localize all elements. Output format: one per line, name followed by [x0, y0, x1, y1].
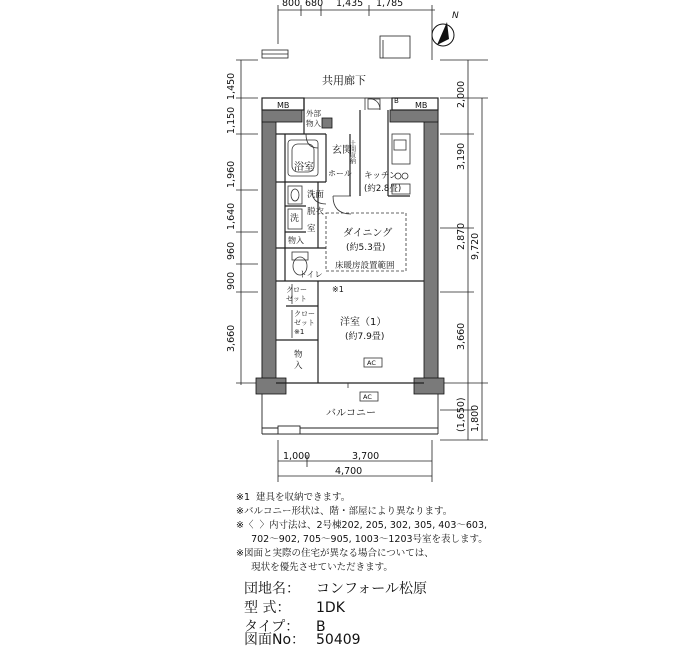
note-3: ※〈 〉内寸法は、2号棟202, 205, 302, 305, 403〜603, — [236, 520, 488, 531]
dim-left-5: 960 — [226, 241, 237, 260]
dim-left-6: 900 — [226, 271, 237, 290]
label-balcony: バルコニー — [326, 408, 376, 419]
label-outer-storage-1: 外部 — [306, 109, 321, 118]
dim-right-6: (1,650) — [456, 397, 467, 432]
label-b: B — [394, 97, 399, 105]
label-wash-1: 洗面 — [307, 190, 325, 200]
dim-top-4: 1,785 — [376, 0, 404, 9]
dim-right-2: 3,190 — [456, 142, 467, 170]
label-corridor: 共用廊下 — [322, 74, 366, 87]
dim-bottom-1: 1,000 — [283, 451, 311, 462]
dim-left-3: 1,960 — [226, 160, 237, 188]
label-wash-3: 室 — [307, 224, 316, 234]
dim-top-1: 800 — [282, 0, 301, 9]
dim-right-3: 2,870 — [456, 222, 467, 250]
label-entrance: 玄関 — [332, 145, 352, 156]
info-drawing-label: 図面No： — [244, 632, 306, 648]
label-ac-1: AC — [367, 359, 376, 367]
north-label: N — [452, 11, 459, 21]
note-1: ※1 建具を収納できます。 — [236, 492, 351, 503]
label-storage-1: 物 — [294, 350, 303, 360]
label-outer-storage-2: 物入 — [306, 119, 321, 128]
label-closet-1b: ゼット — [286, 295, 307, 303]
label-floor-heating: 床暖房設置範囲 — [335, 261, 395, 271]
info-type-row — [244, 598, 345, 618]
info-drawing-value: 50409 — [316, 632, 361, 648]
dim-left-7: 3,660 — [226, 324, 237, 352]
label-washer: 洗 — [290, 214, 300, 224]
label-closet-2a: クロー — [294, 310, 315, 318]
label-note-mark-1: ※1 — [332, 285, 344, 294]
note-5: ※図面と実際の住宅が異なる場合については、 — [236, 548, 434, 559]
note-2: ※バルコニー形状は、階・部屋により異なります。 — [236, 506, 453, 517]
dim-top-3: 1,435 — [336, 0, 364, 9]
label-shoe-storage: 土間収納 — [348, 140, 356, 164]
label-hall: ホール — [328, 169, 352, 178]
dim-right-1: 2,000 — [456, 80, 467, 108]
label-mb-left: MB — [277, 101, 290, 110]
dim-left-1: 1,450 — [226, 72, 237, 100]
label-bath: 浴室 — [294, 162, 314, 173]
info-typeb-value: B — [316, 619, 326, 635]
dim-right-4: 9,720 — [470, 232, 481, 260]
label-dining: ダイニング — [343, 228, 393, 239]
note-4: 702〜902, 705〜905, 1003〜1203号室を表します。 — [236, 534, 488, 545]
info-name-label: 団地名： — [244, 581, 300, 597]
note-6: 現状を優先させていただきます。 — [236, 562, 393, 573]
info-type-value: 1DK — [316, 600, 345, 616]
info-typeb-label: タイプ： — [244, 619, 300, 635]
label-kitchen: キッチン — [364, 171, 398, 181]
info-drawing-row — [244, 630, 361, 650]
dim-left-4: 1,640 — [226, 202, 237, 230]
label-ac-2: AC — [363, 393, 372, 401]
info-name-row — [244, 579, 427, 599]
label-storage-small: 物入 — [288, 236, 304, 245]
label-storage-2: 入 — [294, 361, 303, 371]
dim-right-5: 3,660 — [456, 322, 467, 350]
label-dining-size: (約5.3畳) — [346, 243, 386, 253]
dim-bottom-2: 3,700 — [352, 451, 380, 462]
dim-right-7: 1,800 — [470, 404, 481, 432]
info-name-value: コンフォール松原 — [316, 581, 428, 597]
label-western-room: 洋室（1） — [340, 317, 387, 328]
label-wash-2: 脱衣 — [307, 207, 325, 217]
dim-left-2: 1,150 — [226, 106, 237, 134]
label-mb-right: MB — [415, 101, 428, 110]
label-closet-1a: クロー — [286, 286, 307, 294]
label-toilet: トイレ — [299, 270, 323, 279]
info-type-label: 型 式： — [244, 600, 291, 616]
label-kitchen-size: (約2.8畳) — [364, 184, 402, 194]
label-western-size: (約7.9畳) — [345, 332, 385, 342]
label-closet-2b: ゼット — [294, 319, 315, 327]
dim-bottom-3: 4,700 — [335, 466, 363, 477]
dim-top-2: 680 — [305, 0, 324, 9]
label-note-mark-2: ※1 — [294, 328, 305, 336]
